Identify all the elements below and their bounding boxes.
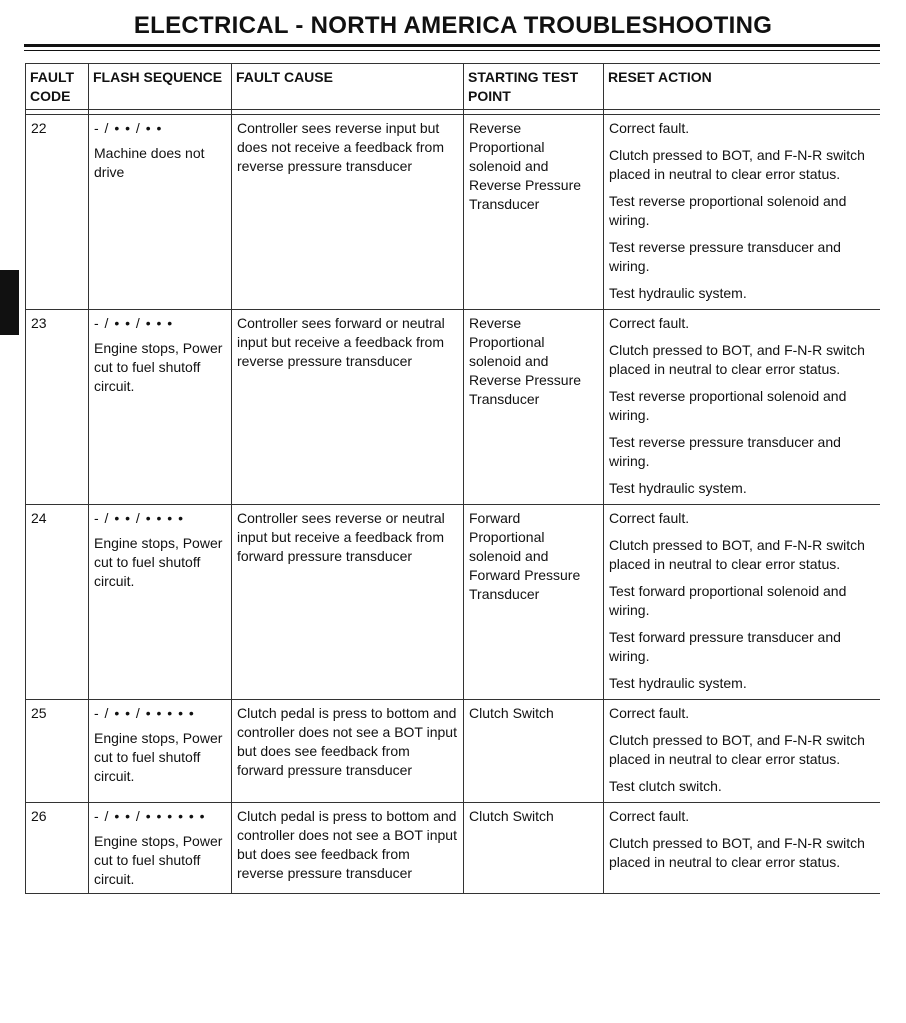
flash-description: Machine does not drive	[94, 145, 205, 180]
table-row	[26, 505, 881, 700]
reset-action-cell	[604, 505, 881, 700]
reset-action-cell	[604, 700, 881, 803]
fault-cause-cell: Clutch pedal is press to bottom and controller does not see a BOT input but does see feedback from forward pressure transducer	[232, 700, 464, 803]
reset-step: Correct fault.	[609, 510, 690, 526]
header-flash-sequence: FLASH SEQUENCE	[89, 64, 232, 110]
test-point-cell: Reverse Proportional solenoid and Reverse Pressure Transducer	[464, 115, 604, 310]
reset-step: Clutch pressed to BOT, and F-N-R switch placed in neutral to clear error status.	[609, 537, 865, 572]
flash-description: Engine stops, Power cut to fuel shutoff circuit.	[94, 340, 223, 394]
reset-step: Correct fault.	[609, 120, 690, 136]
fault-code-cell: 23	[26, 310, 89, 505]
table-row	[26, 700, 881, 803]
fault-code-cell: 22	[26, 115, 89, 310]
fault-cause-cell: Controller sees reverse input but does not receive a feedback from reverse pressure transducer	[232, 115, 464, 310]
flash-description: Engine stops, Power cut to fuel shutoff circuit.	[94, 833, 223, 887]
header-reset-action: RESET ACTION	[604, 64, 881, 110]
flash-pattern: - / • • / • •	[94, 120, 163, 136]
flash-sequence-cell	[89, 803, 232, 894]
header-starting-test-point: STARTING TEST POINT	[464, 64, 604, 110]
reset-step: Test forward proportional solenoid and wiring.	[609, 583, 847, 618]
fault-code-cell: 24	[26, 505, 89, 700]
reset-action-cell	[604, 310, 881, 505]
title-rule-thin	[24, 50, 880, 51]
reset-step: Test reverse pressure transducer and wiring.	[609, 434, 841, 469]
table-row	[26, 310, 881, 505]
fault-code-cell: 25	[26, 700, 89, 803]
reset-step: Test forward pressure transducer and wiring.	[609, 629, 841, 664]
flash-pattern: - / • • / • • • • • •	[94, 808, 206, 824]
reset-action-cell	[604, 115, 881, 310]
test-point-cell: Clutch Switch	[464, 803, 604, 894]
flash-pattern: - / • • / • • •	[94, 315, 174, 331]
reset-action-cell	[604, 803, 881, 894]
flash-pattern: - / • • / • • • •	[94, 510, 184, 526]
header-fault-code: FAULT CODE	[26, 64, 89, 110]
reset-step: Correct fault.	[609, 315, 690, 331]
fault-cause-cell: Clutch pedal is press to bottom and controller does not see a BOT input but does see feedback from reverse pressure transducer	[232, 803, 464, 894]
fault-cause-cell: Controller sees reverse or neutral input but receive a feedback from forward pressure transducer	[232, 505, 464, 700]
flash-sequence-cell	[89, 700, 232, 803]
troubleshooting-table-container	[25, 63, 880, 1023]
reset-step: Test hydraulic system.	[609, 675, 747, 691]
reset-step: Test clutch switch.	[609, 778, 722, 794]
reset-step: Test hydraulic system.	[609, 285, 747, 301]
reset-step: Clutch pressed to BOT, and F-N-R switch placed in neutral to clear error status.	[609, 147, 865, 182]
flash-sequence-cell	[89, 505, 232, 700]
test-point-cell: Forward Proportional solenoid and Forward Pressure Transducer	[464, 505, 604, 700]
flash-pattern: - / • • / • • • • •	[94, 705, 195, 721]
section-thumb-tab	[0, 270, 19, 335]
title-rule-thick	[24, 44, 880, 47]
flash-description: Engine stops, Power cut to fuel shutoff circuit.	[94, 535, 223, 589]
reset-step: Clutch pressed to BOT, and F-N-R switch placed in neutral to clear error status.	[609, 732, 865, 767]
troubleshooting-table	[25, 63, 880, 894]
reset-step: Test reverse pressure transducer and wiring.	[609, 239, 841, 274]
reset-step: Clutch pressed to BOT, and F-N-R switch placed in neutral to clear error status.	[609, 835, 865, 870]
reset-step: Test hydraulic system.	[609, 480, 747, 496]
reset-step: Clutch pressed to BOT, and F-N-R switch placed in neutral to clear error status.	[609, 342, 865, 377]
reset-step: Correct fault.	[609, 705, 690, 721]
table-row	[26, 115, 881, 310]
reset-step: Test reverse proportional solenoid and wiring.	[609, 388, 847, 423]
reset-step: Test reverse proportional solenoid and wiring.	[609, 193, 847, 228]
flash-sequence-cell	[89, 115, 232, 310]
test-point-cell: Clutch Switch	[464, 700, 604, 803]
table-header-row	[26, 64, 881, 110]
page-title: ELECTRICAL - NORTH AMERICA TROUBLESHOOTING	[133, 12, 773, 39]
fault-code-cell: 26	[26, 803, 89, 894]
reset-step: Correct fault.	[609, 808, 690, 824]
flash-description: Engine stops, Power cut to fuel shutoff circuit.	[94, 730, 223, 784]
table-row	[26, 803, 881, 894]
fault-cause-cell: Controller sees forward or neutral input but receive a feedback from reverse pressure transducer	[232, 310, 464, 505]
test-point-cell: Reverse Proportional solenoid and Reverse Pressure Transducer	[464, 310, 604, 505]
flash-sequence-cell	[89, 310, 232, 505]
header-fault-cause: FAULT CAUSE	[232, 64, 464, 110]
